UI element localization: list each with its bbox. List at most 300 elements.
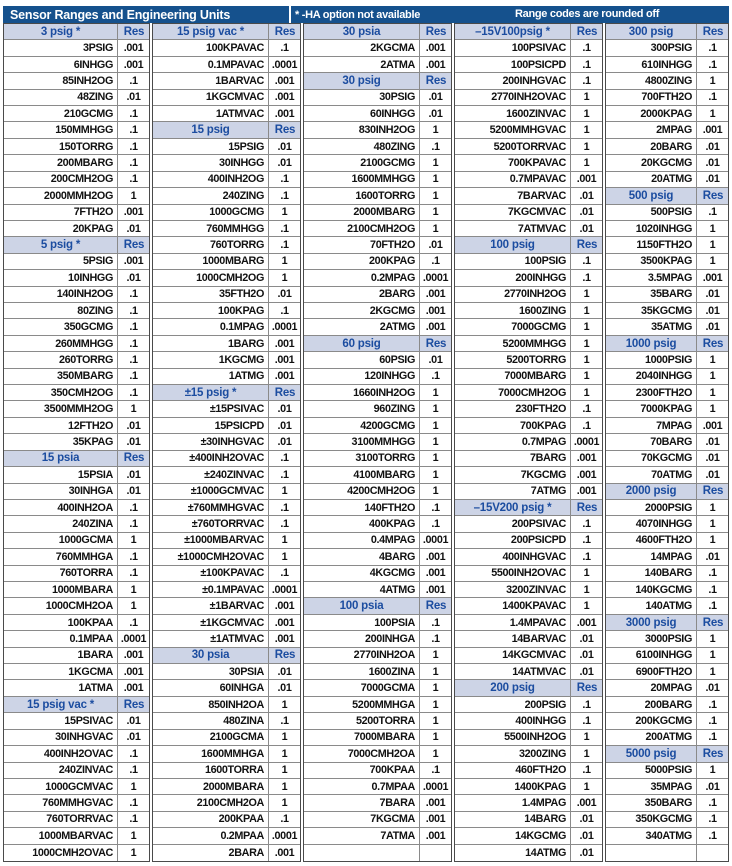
range-code-cell: 140BARG bbox=[606, 566, 697, 582]
range-code-cell: 100PSIG bbox=[455, 254, 571, 270]
resolution-cell: 1 bbox=[420, 401, 451, 417]
range-code-cell: ±1ATMVAC bbox=[153, 631, 269, 647]
resolution-cell: .001 bbox=[269, 631, 300, 647]
ha-option-note: * -HA option not available bbox=[295, 8, 421, 21]
resolution-cell: .01 bbox=[269, 434, 300, 450]
range-code-cell: 4600FTH2O bbox=[606, 533, 697, 549]
range-code-cell: 7BARG bbox=[455, 451, 571, 467]
resolution-cell: 1 bbox=[118, 188, 149, 204]
res-header-cell: Res bbox=[571, 24, 602, 40]
resolution-cell: .01 bbox=[269, 139, 300, 155]
resolution-cell: 1 bbox=[571, 155, 602, 171]
range-code-cell: 2MPAG bbox=[606, 122, 697, 138]
range-code-cell: 700KPAVAC bbox=[455, 155, 571, 171]
resolution-cell: 1 bbox=[269, 533, 300, 549]
range-code-cell: 0.7MPAVAC bbox=[455, 172, 571, 188]
range-code-cell: 240ZINA bbox=[4, 516, 118, 532]
range-code-cell: 100KPAG bbox=[153, 303, 269, 319]
resolution-cell: 1 bbox=[697, 401, 728, 417]
resolution-cell: 1 bbox=[420, 648, 451, 664]
group-header-cell: 30 psig bbox=[304, 73, 420, 89]
res-header-cell: Res bbox=[571, 680, 602, 696]
resolution-cell: 1 bbox=[571, 385, 602, 401]
range-code-cell: 0.4MPAG bbox=[304, 533, 420, 549]
resolution-cell: .1 bbox=[269, 713, 300, 729]
resolution-cell: .1 bbox=[269, 812, 300, 828]
range-code-cell: 5500INH2OVAC bbox=[455, 566, 571, 582]
resolution-cell: .001 bbox=[420, 795, 451, 811]
range-code-cell: 0.7MPAA bbox=[304, 779, 420, 795]
range-code-cell: 850INH2OA bbox=[153, 697, 269, 713]
resolution-cell: .1 bbox=[118, 500, 149, 516]
resolution-cell: .001 bbox=[118, 254, 149, 270]
range-code-cell: 7000KPAG bbox=[606, 401, 697, 417]
resolution-cell: 1 bbox=[420, 484, 451, 500]
range-code-cell: 260MMHGG bbox=[4, 336, 118, 352]
range-code-cell: 30PSIA bbox=[153, 664, 269, 680]
resolution-cell: 1 bbox=[697, 369, 728, 385]
resolution-cell: .01 bbox=[269, 418, 300, 434]
range-code-cell: 480ZINA bbox=[153, 713, 269, 729]
range-code-cell: 210GCMG bbox=[4, 106, 118, 122]
resolution-cell: .1 bbox=[697, 730, 728, 746]
resolution-cell: .1 bbox=[697, 57, 728, 73]
res-header-cell: Res bbox=[118, 237, 149, 253]
range-code-cell: 340ATMG bbox=[606, 828, 697, 844]
resolution-cell: .0001 bbox=[420, 779, 451, 795]
resolution-cell: .001 bbox=[118, 205, 149, 221]
range-code-cell: 1600TORRG bbox=[304, 188, 420, 204]
resolution-cell: 1 bbox=[697, 254, 728, 270]
range-code-cell: 14ATMG bbox=[455, 845, 571, 861]
resolution-cell: .1 bbox=[118, 155, 149, 171]
res-header-cell: Res bbox=[420, 336, 451, 352]
resolution-cell: 1 bbox=[571, 582, 602, 598]
range-code-cell: ±760TORRVAC bbox=[153, 516, 269, 532]
range-code-cell: 20KGCMG bbox=[606, 155, 697, 171]
range-code-cell: 350KGCMG bbox=[606, 812, 697, 828]
range-group-5 bbox=[605, 23, 729, 862]
group-header-cell: 100 psia bbox=[304, 598, 420, 614]
range-code-cell: 2100CMH2OG bbox=[304, 221, 420, 237]
resolution-cell: 1 bbox=[420, 697, 451, 713]
resolution-cell: 1 bbox=[571, 566, 602, 582]
resolution-cell: 1 bbox=[571, 319, 602, 335]
range-code-cell: 100KPAA bbox=[4, 615, 118, 631]
group-header-cell: 2000 psig bbox=[606, 484, 697, 500]
range-code-cell: 350BARG bbox=[606, 795, 697, 811]
res-header-cell: Res bbox=[697, 24, 728, 40]
resolution-cell: .001 bbox=[571, 615, 602, 631]
range-code-cell: 20KPAG bbox=[4, 221, 118, 237]
resolution-cell: .1 bbox=[571, 697, 602, 713]
range-code-cell: 1660INH2OG bbox=[304, 385, 420, 401]
title-banner bbox=[3, 6, 729, 23]
range-code-cell: 1BARVAC bbox=[153, 73, 269, 89]
range-code-cell: ±1000MBARVAC bbox=[153, 533, 269, 549]
resolution-cell: 1 bbox=[571, 779, 602, 795]
ranges-table bbox=[3, 23, 729, 862]
range-code-cell: 760MMHGVAC bbox=[4, 795, 118, 811]
range-code-cell: 85INH2OG bbox=[4, 73, 118, 89]
range-code-cell: 2000MBARG bbox=[304, 205, 420, 221]
resolution-cell: .001 bbox=[420, 549, 451, 565]
range-code-cell: 15PSICPD bbox=[153, 418, 269, 434]
resolution-cell: 1 bbox=[269, 254, 300, 270]
resolution-cell: .1 bbox=[118, 615, 149, 631]
range-code-cell: 3.5MPAG bbox=[606, 270, 697, 286]
resolution-cell: 1 bbox=[420, 713, 451, 729]
resolution-cell: .1 bbox=[571, 57, 602, 73]
range-code-cell: 1BARG bbox=[153, 336, 269, 352]
resolution-cell: .1 bbox=[571, 270, 602, 286]
range-code-cell: ±1BARVAC bbox=[153, 598, 269, 614]
resolution-cell: .001 bbox=[420, 812, 451, 828]
resolution-cell: .01 bbox=[571, 664, 602, 680]
range-code-cell: 3200ZINVAC bbox=[455, 582, 571, 598]
range-code-cell: 1000GCMG bbox=[153, 205, 269, 221]
resolution-cell: .1 bbox=[118, 746, 149, 762]
range-code-cell: 760MMHGG bbox=[153, 221, 269, 237]
resolution-cell: .01 bbox=[697, 319, 728, 335]
range-code-cell: 3PSIG bbox=[4, 40, 118, 56]
group-header-cell: 15 psig vac * bbox=[153, 24, 269, 40]
range-code-cell: 300PSIG bbox=[606, 40, 697, 56]
res-header-cell: Res bbox=[118, 697, 149, 713]
range-code-cell: 4800ZING bbox=[606, 73, 697, 89]
resolution-cell: .1 bbox=[118, 336, 149, 352]
res-header-cell: Res bbox=[697, 615, 728, 631]
range-code-cell: 14KGCMVAC bbox=[455, 648, 571, 664]
resolution-cell: .01 bbox=[697, 467, 728, 483]
range-code-cell: 70ATMG bbox=[606, 467, 697, 483]
resolution-cell: 1 bbox=[420, 418, 451, 434]
range-code-cell: 760TORRA bbox=[4, 566, 118, 582]
range-code-cell: 30INHGG bbox=[153, 155, 269, 171]
resolution-cell: 1 bbox=[269, 484, 300, 500]
range-code-cell: 700FTH2O bbox=[606, 90, 697, 106]
resolution-cell: .1 bbox=[269, 303, 300, 319]
resolution-cell: 1 bbox=[571, 336, 602, 352]
range-code-cell: 7KGCMG bbox=[455, 467, 571, 483]
resolution-cell: .01 bbox=[118, 270, 149, 286]
range-code-cell: 400KPAG bbox=[304, 516, 420, 532]
range-code-cell: 14KGCMG bbox=[455, 828, 571, 844]
res-header-cell: Res bbox=[697, 746, 728, 762]
range-code-cell: 2ATMA bbox=[304, 57, 420, 73]
range-code-cell: 760TORRVAC bbox=[4, 812, 118, 828]
range-code-cell: 5200TORRVAC bbox=[455, 139, 571, 155]
resolution-cell: 1 bbox=[420, 188, 451, 204]
resolution-cell: 1 bbox=[118, 582, 149, 598]
range-code-cell: 830INH2OG bbox=[304, 122, 420, 138]
resolution-cell: .1 bbox=[420, 369, 451, 385]
resolution-cell: .01 bbox=[269, 680, 300, 696]
resolution-cell: .01 bbox=[118, 434, 149, 450]
range-code-cell: ±30INHGVAC bbox=[153, 434, 269, 450]
range-code-cell: 1000MBARVAC bbox=[4, 828, 118, 844]
resolution-cell: .01 bbox=[118, 418, 149, 434]
range-code-cell: 70FTH2O bbox=[304, 237, 420, 253]
resolution-cell: .001 bbox=[420, 57, 451, 73]
empty-cell bbox=[304, 845, 420, 861]
range-code-cell: 2100GCMA bbox=[153, 730, 269, 746]
range-code-cell: 100KPAVAC bbox=[153, 40, 269, 56]
resolution-cell: 1 bbox=[269, 549, 300, 565]
resolution-cell: .1 bbox=[571, 418, 602, 434]
range-code-cell: 15PSIA bbox=[4, 467, 118, 483]
range-code-cell: 1ATMVAC bbox=[153, 106, 269, 122]
resolution-cell: .1 bbox=[118, 319, 149, 335]
range-code-cell: 610INHGG bbox=[606, 57, 697, 73]
resolution-cell: 1 bbox=[420, 730, 451, 746]
resolution-cell: .1 bbox=[571, 533, 602, 549]
resolution-cell: .01 bbox=[571, 828, 602, 844]
resolution-cell: .1 bbox=[571, 763, 602, 779]
resolution-cell: .0001 bbox=[269, 582, 300, 598]
resolution-cell: .01 bbox=[420, 106, 451, 122]
page-title: Sensor Ranges and Engineering Units bbox=[10, 7, 231, 22]
range-code-cell: 1600MMHGA bbox=[153, 746, 269, 762]
resolution-cell: .1 bbox=[269, 566, 300, 582]
range-code-cell: 7BARA bbox=[304, 795, 420, 811]
resolution-cell: .01 bbox=[697, 434, 728, 450]
range-code-cell: 1ATMA bbox=[4, 680, 118, 696]
res-header-cell: Res bbox=[697, 336, 728, 352]
range-code-cell: 30INHGVAC bbox=[4, 730, 118, 746]
range-code-cell: 200INHGG bbox=[455, 270, 571, 286]
resolution-cell: .001 bbox=[420, 566, 451, 582]
resolution-cell: .1 bbox=[118, 385, 149, 401]
range-code-cell: 7000GCMG bbox=[455, 319, 571, 335]
resolution-cell: .001 bbox=[269, 106, 300, 122]
range-code-cell: 4100MBARG bbox=[304, 467, 420, 483]
resolution-cell: .1 bbox=[269, 467, 300, 483]
resolution-cell: .01 bbox=[697, 287, 728, 303]
range-code-cell: 1KGCMVAC bbox=[153, 90, 269, 106]
range-group-1 bbox=[3, 23, 150, 862]
range-code-cell: 100PSIA bbox=[304, 615, 420, 631]
range-code-cell: 400INH2OVAC bbox=[4, 746, 118, 762]
resolution-cell: .001 bbox=[697, 418, 728, 434]
range-code-cell: 30INHGA bbox=[4, 484, 118, 500]
resolution-cell: 1 bbox=[130, 846, 137, 859]
range-code-cell: 700KPAA bbox=[304, 763, 420, 779]
res-header-cell: Res bbox=[269, 122, 300, 138]
range-code-cell: 1000PSIG bbox=[606, 352, 697, 368]
resolution-cell: .0001 bbox=[420, 533, 451, 549]
resolution-cell: .01 bbox=[571, 221, 602, 237]
resolution-cell: 1 bbox=[571, 106, 602, 122]
range-code-cell: 3000PSIG bbox=[606, 631, 697, 647]
range-code-cell: 5000PSIG bbox=[606, 763, 697, 779]
resolution-cell: .001 bbox=[118, 648, 149, 664]
resolution-cell: .01 bbox=[571, 631, 602, 647]
resolution-cell: 1 bbox=[118, 779, 149, 795]
range-code-cell: 20BARG bbox=[606, 139, 697, 155]
range-code-cell: 260TORRG bbox=[4, 352, 118, 368]
resolution-cell: .01 bbox=[118, 221, 149, 237]
range-code-cell: 7KGCMA bbox=[304, 812, 420, 828]
resolution-cell: .01 bbox=[697, 680, 728, 696]
range-code-cell: 1020INHGG bbox=[606, 221, 697, 237]
resolution-cell: .001 bbox=[697, 122, 728, 138]
empty-cell bbox=[420, 845, 451, 861]
resolution-cell: 1 bbox=[420, 451, 451, 467]
resolution-cell: 1 bbox=[420, 221, 451, 237]
resolution-cell: .0001 bbox=[269, 319, 300, 335]
range-code-cell: 760TORRG bbox=[153, 237, 269, 253]
range-code-cell: 200PSICPD bbox=[455, 533, 571, 549]
range-code-cell: 200PSIVAC bbox=[455, 516, 571, 532]
range-code-cell: 7ATMA bbox=[304, 828, 420, 844]
range-code-cell: 240ZING bbox=[153, 188, 269, 204]
resolution-cell: .0001 bbox=[269, 57, 300, 73]
range-code-cell: 5500INH2OG bbox=[455, 730, 571, 746]
range-code-cell: 7000CMH2OA bbox=[304, 746, 420, 762]
group-header-cell: 500 psig bbox=[606, 188, 697, 204]
range-code-cell: 5200TORRA bbox=[304, 713, 420, 729]
range-code-cell: 200MBARG bbox=[4, 155, 118, 171]
resolution-cell: .01 bbox=[420, 237, 451, 253]
resolution-cell: .1 bbox=[697, 40, 728, 56]
range-code-cell: 6900FTH2O bbox=[606, 664, 697, 680]
range-code-cell: 15PSIG bbox=[153, 139, 269, 155]
range-code-cell: 0.1MPAG bbox=[153, 319, 269, 335]
resolution-cell: 1 bbox=[118, 533, 149, 549]
resolution-cell: .01 bbox=[571, 188, 602, 204]
resolution-cell: .1 bbox=[118, 287, 149, 303]
resolution-cell: .1 bbox=[420, 631, 451, 647]
range-code-cell: 80ZING bbox=[4, 303, 118, 319]
range-code-cell: 35KGCMG bbox=[606, 303, 697, 319]
resolution-cell: 1 bbox=[697, 648, 728, 664]
resolution-cell: .1 bbox=[420, 516, 451, 532]
resolution-cell: .1 bbox=[697, 697, 728, 713]
range-code-cell: 2300FTH2O bbox=[606, 385, 697, 401]
resolution-cell: 1 bbox=[118, 401, 149, 417]
range-code-cell: 2KGCMA bbox=[304, 40, 420, 56]
resolution-cell: 1 bbox=[571, 287, 602, 303]
range-code-cell: 20MPAG bbox=[606, 680, 697, 696]
resolution-cell: .001 bbox=[571, 172, 602, 188]
group-header-cell: –15V100psig * bbox=[455, 24, 571, 40]
range-code-cell: ±760MMHGVAC bbox=[153, 500, 269, 516]
resolution-cell: .01 bbox=[269, 401, 300, 417]
resolution-cell: .1 bbox=[571, 73, 602, 89]
resolution-cell: .1 bbox=[269, 237, 300, 253]
resolution-cell: 1 bbox=[571, 90, 602, 106]
resolution-cell: .1 bbox=[118, 812, 149, 828]
range-code-cell: 10INHGG bbox=[4, 270, 118, 286]
resolution-cell: .01 bbox=[579, 846, 594, 859]
range-code-cell: 1400KPAG bbox=[455, 779, 571, 795]
range-code-cell: 4BARG bbox=[304, 549, 420, 565]
range-code-cell: 500PSIG bbox=[606, 205, 697, 221]
res-header-cell: Res bbox=[269, 24, 300, 40]
range-code-cell: 2KGCMG bbox=[304, 303, 420, 319]
resolution-cell: .001 bbox=[420, 287, 451, 303]
resolution-cell: 1 bbox=[420, 680, 451, 696]
resolution-cell: .1 bbox=[420, 615, 451, 631]
resolution-cell: .01 bbox=[697, 549, 728, 565]
resolution-cell: .001 bbox=[118, 57, 149, 73]
resolution-cell: 1 bbox=[697, 533, 728, 549]
range-code-cell: 2000KPAG bbox=[606, 106, 697, 122]
resolution-cell: .001 bbox=[420, 303, 451, 319]
range-code-cell: 5PSIG bbox=[4, 254, 118, 270]
resolution-cell: .01 bbox=[697, 172, 728, 188]
resolution-cell: 1 bbox=[420, 205, 451, 221]
resolution-cell: .001 bbox=[420, 319, 451, 335]
resolution-cell: .001 bbox=[269, 73, 300, 89]
resolution-cell: .1 bbox=[697, 566, 728, 582]
range-code-cell: 200ATMG bbox=[606, 730, 697, 746]
resolution-cell: 1 bbox=[269, 779, 300, 795]
resolution-cell: .01 bbox=[269, 287, 300, 303]
resolution-cell: .1 bbox=[420, 763, 451, 779]
range-code-cell: 140KGCMG bbox=[606, 582, 697, 598]
range-code-cell: 1000GCMVAC bbox=[4, 779, 118, 795]
group-header-cell: –15V200 psig * bbox=[455, 500, 571, 516]
resolution-cell: 1 bbox=[420, 746, 451, 762]
range-code-cell: 200INHGVAC bbox=[455, 73, 571, 89]
resolution-cell: .1 bbox=[118, 73, 149, 89]
resolution-cell: .1 bbox=[269, 221, 300, 237]
range-code-cell: 1600ZINA bbox=[304, 664, 420, 680]
res-header-cell: Res bbox=[118, 451, 149, 467]
range-code-cell: 35FTH2O bbox=[153, 287, 269, 303]
resolution-cell: .1 bbox=[269, 500, 300, 516]
range-code-cell: 6100INHGG bbox=[606, 648, 697, 664]
resolution-cell: 1 bbox=[571, 369, 602, 385]
range-code-cell: 14MPAG bbox=[606, 549, 697, 565]
range-code-cell: 48ZING bbox=[4, 90, 118, 106]
resolution-cell: 1 bbox=[269, 730, 300, 746]
range-code-cell: 1KGCMA bbox=[4, 664, 118, 680]
range-code-cell: 2000MBARA bbox=[153, 779, 269, 795]
range-code-cell: 7FTH2O bbox=[4, 205, 118, 221]
range-code-cell: 2100GCMG bbox=[304, 155, 420, 171]
range-code-cell: 350CMH2OG bbox=[4, 385, 118, 401]
range-code-cell: 30PSIG bbox=[304, 90, 420, 106]
range-code-cell: 1600ZING bbox=[455, 303, 571, 319]
range-code-cell: 1.4MPAG bbox=[455, 795, 571, 811]
range-code-cell: 5200MMHGA bbox=[304, 697, 420, 713]
range-code-cell: 100PSICPD bbox=[455, 57, 571, 73]
range-code-cell: 4200CMH2OG bbox=[304, 484, 420, 500]
range-code-cell: 140FTH2O bbox=[304, 500, 420, 516]
resolution-cell: 1 bbox=[269, 746, 300, 762]
group-header-cell: 3000 psig bbox=[606, 615, 697, 631]
resolution-cell: .01 bbox=[571, 205, 602, 221]
resolution-cell: .1 bbox=[118, 172, 149, 188]
range-code-cell: 400INH2OA bbox=[4, 500, 118, 516]
range-code-cell: 1000CMH2OG bbox=[153, 270, 269, 286]
resolution-cell: .1 bbox=[697, 713, 728, 729]
resolution-cell: .001 bbox=[118, 40, 149, 56]
resolution-cell: .01 bbox=[118, 730, 149, 746]
resolution-cell: 1 bbox=[697, 500, 728, 516]
resolution-cell: 1 bbox=[269, 697, 300, 713]
resolution-cell: .001 bbox=[118, 680, 149, 696]
resolution-cell: .001 bbox=[269, 598, 300, 614]
resolution-cell: .001 bbox=[269, 369, 300, 385]
range-code-cell: 14BARG bbox=[455, 812, 571, 828]
range-code-cell: 400INHGG bbox=[455, 713, 571, 729]
resolution-cell: 1 bbox=[571, 746, 602, 762]
resolution-cell: 1 bbox=[420, 467, 451, 483]
